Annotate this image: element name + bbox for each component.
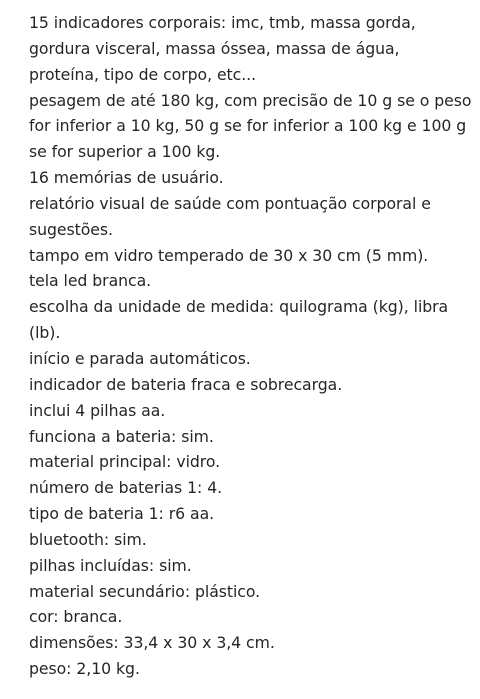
spec-user-memories: 16 memórias de usuário. xyxy=(29,168,224,188)
spec-weight: peso: 2,10 kg. xyxy=(29,659,140,679)
spec-dimensions: dimensões: 33,4 x 30 x 3,4 cm. xyxy=(29,633,275,653)
spec-color: cor: branca. xyxy=(29,607,123,627)
spec-bluetooth: bluetooth: sim. xyxy=(29,529,147,549)
spec-led-screen: tela led branca. xyxy=(29,271,152,291)
spec-battery-count: número de baterias 1: 4. xyxy=(29,478,223,498)
spec-glass-top: tampo em vidro temperado de 30 x 30 cm (5 mm). xyxy=(29,245,429,265)
spec-auto-start-stop: início e parada automáticos. xyxy=(29,348,251,368)
spec-cells-included: pilhas incluídas: sim. xyxy=(29,555,192,575)
spec-main-material: material principal: vidro. xyxy=(29,452,221,472)
spec-battery-indicator: indicador de bateria fraca e sobrecarga. xyxy=(29,374,343,394)
spec-battery-powered: funciona a bateria: sim. xyxy=(29,426,214,446)
product-spec-text xyxy=(29,10,474,682)
spec-battery-type: tipo de bateria 1: r6 aa. xyxy=(29,504,215,524)
spec-unit-choice: escolha da unidade de medida: quilograma (kg), libra (lb). xyxy=(29,297,449,343)
spec-health-report: relatório visual de saúde com pontuação corporal e sugestões. xyxy=(29,193,431,239)
spec-batteries-included: inclui 4 pilhas aa. xyxy=(29,400,166,420)
spec-body-indicators: 15 indicadores corporais: imc, tmb, massa gorda, gordura visceral, massa óssea, massa de água, proteína, tipo de corpo, etc... xyxy=(29,13,416,84)
spec-weighing-range: pesagem de até 180 kg, com precisão de 10 g se o peso for inferior a 10 kg, 50 g se for inferior a 100 kg e 100 g se for superior a 100 kg. xyxy=(29,90,472,162)
spec-secondary-material: material secundário: plástico. xyxy=(29,581,261,601)
